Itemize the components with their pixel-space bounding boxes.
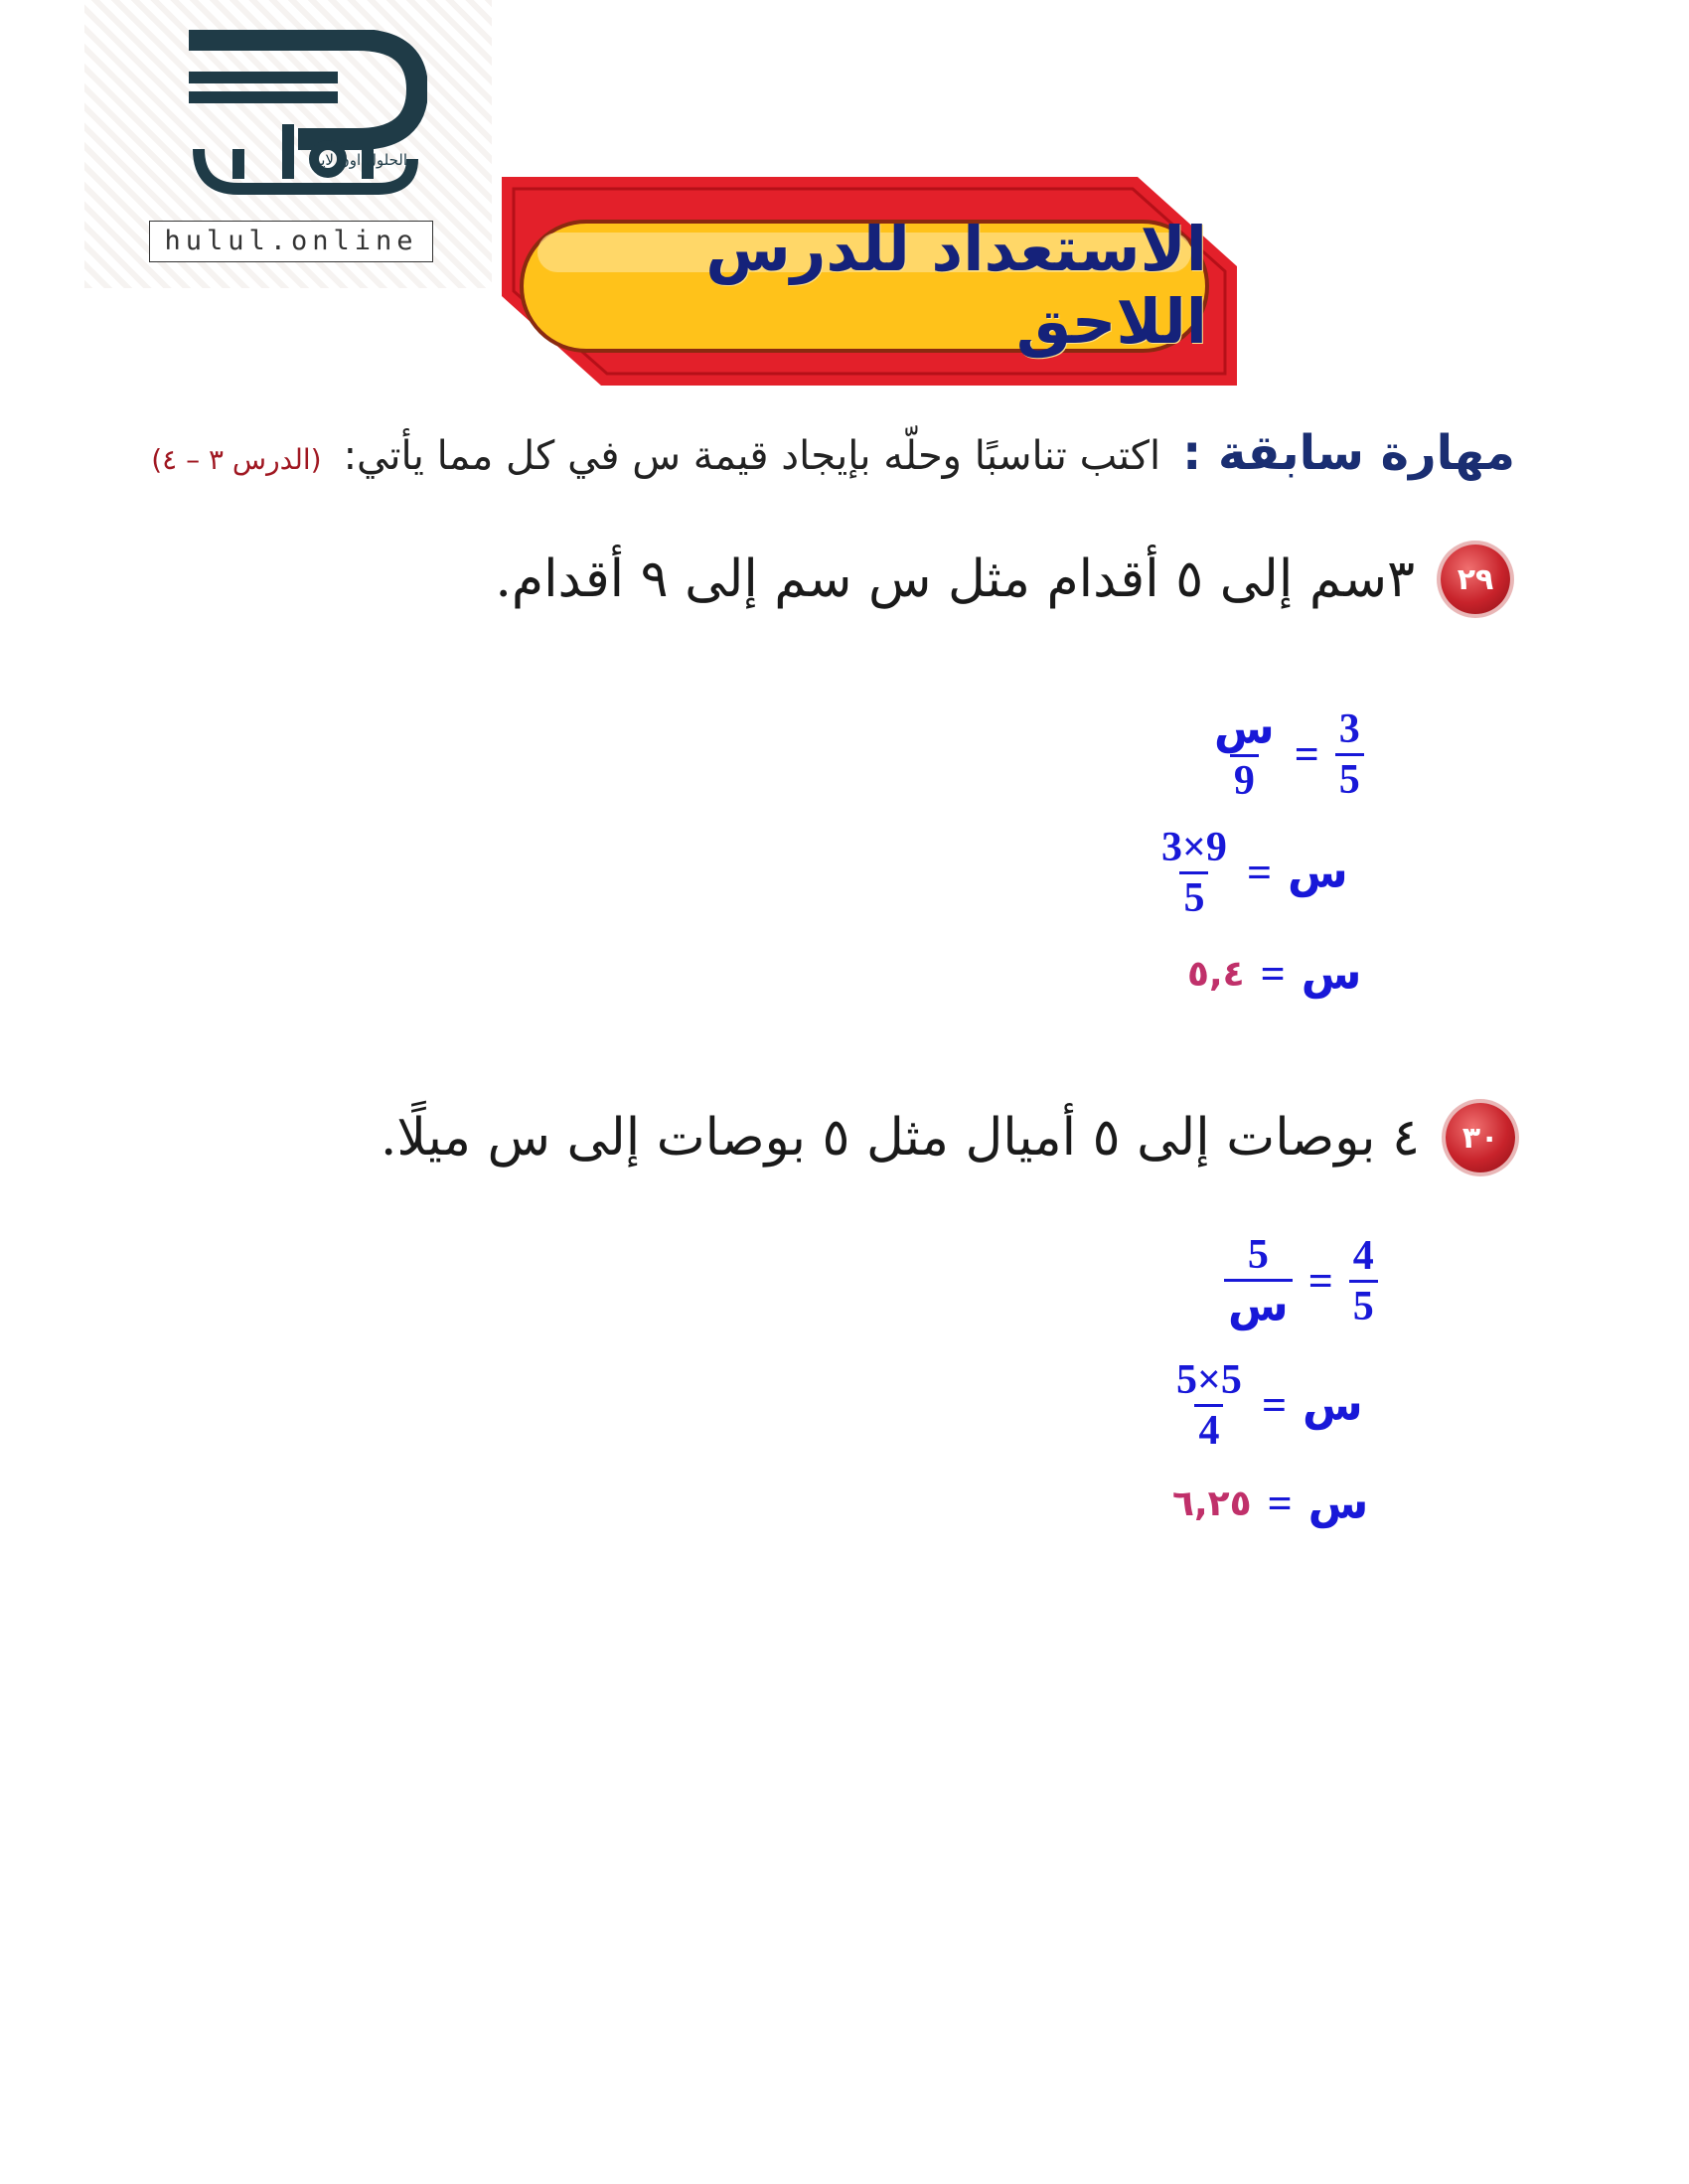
fraction-left: $\frac{3}{5}$ xyxy=(1335,708,1364,801)
lesson-reference: (الدرس ٣ – ٤) xyxy=(151,443,322,476)
problem-number-badge: ٣٠ xyxy=(1446,1103,1515,1172)
solution-30-answer xyxy=(1172,1479,1368,1529)
fraction-left: $\frac{4}{5}$ xyxy=(1349,1235,1378,1327)
skill-instruction: اكتب تناسبًا وحلّه بإيجاد قيمة س في كل مما يأتي: xyxy=(343,433,1161,479)
answer-value: ٦,٢٥ xyxy=(1172,1483,1252,1524)
equals-sign: = xyxy=(1246,849,1273,897)
variable-x: س xyxy=(1307,1479,1369,1529)
variable-x: س xyxy=(1288,848,1348,898)
variable-x: س xyxy=(1303,1380,1363,1431)
equals-sign: = xyxy=(1261,1381,1288,1430)
solution-29-answer xyxy=(1187,949,1361,1000)
fraction-right: $\frac{\text{س}}{9}$ xyxy=(1214,703,1275,804)
product-fraction: $\frac{5\times 5}{4}$ xyxy=(1176,1357,1242,1454)
problem-29 xyxy=(495,545,1510,614)
problem-30 xyxy=(381,1103,1515,1172)
problem-number-badge: ٢٩ xyxy=(1441,545,1510,614)
solution-30-step-1 xyxy=(1224,1232,1378,1331)
answer-value: ٥,٤ xyxy=(1187,954,1245,995)
banner-title: الاستعداد للدرس اللاحق xyxy=(705,213,1207,358)
problem-text: ٣سم إلى ٥ أقدام مثل س سم إلى ٩ أقدام. xyxy=(495,549,1415,609)
skill-label: مهارة سابقة : xyxy=(1182,425,1515,481)
problem-text: ٤ بوصات إلى ٥ أميال مثل ٥ بوصات إلى س ميلًا. xyxy=(380,1108,1420,1168)
equals-sign: = xyxy=(1267,1480,1293,1528)
logo-subtitle: الحلول اون لاين xyxy=(309,151,407,169)
equals-sign: = xyxy=(1260,950,1286,999)
solution-29-step-2 xyxy=(1157,827,1348,919)
solution-30-step-2 xyxy=(1172,1359,1363,1452)
equals-sign: = xyxy=(1307,1257,1333,1306)
skill-instruction-line xyxy=(124,425,1515,481)
hulul-logo-icon xyxy=(179,30,427,204)
variable-x: س xyxy=(1301,949,1362,1000)
solution-29-step-1 xyxy=(1210,703,1364,804)
fraction-right: $\frac{5}{\text{س}}$ xyxy=(1224,1234,1293,1328)
product-fraction: $\frac{3\times 9}{5}$ xyxy=(1161,825,1227,921)
logo-url[interactable]: hulul.online xyxy=(149,221,433,262)
equals-sign: = xyxy=(1294,730,1319,779)
